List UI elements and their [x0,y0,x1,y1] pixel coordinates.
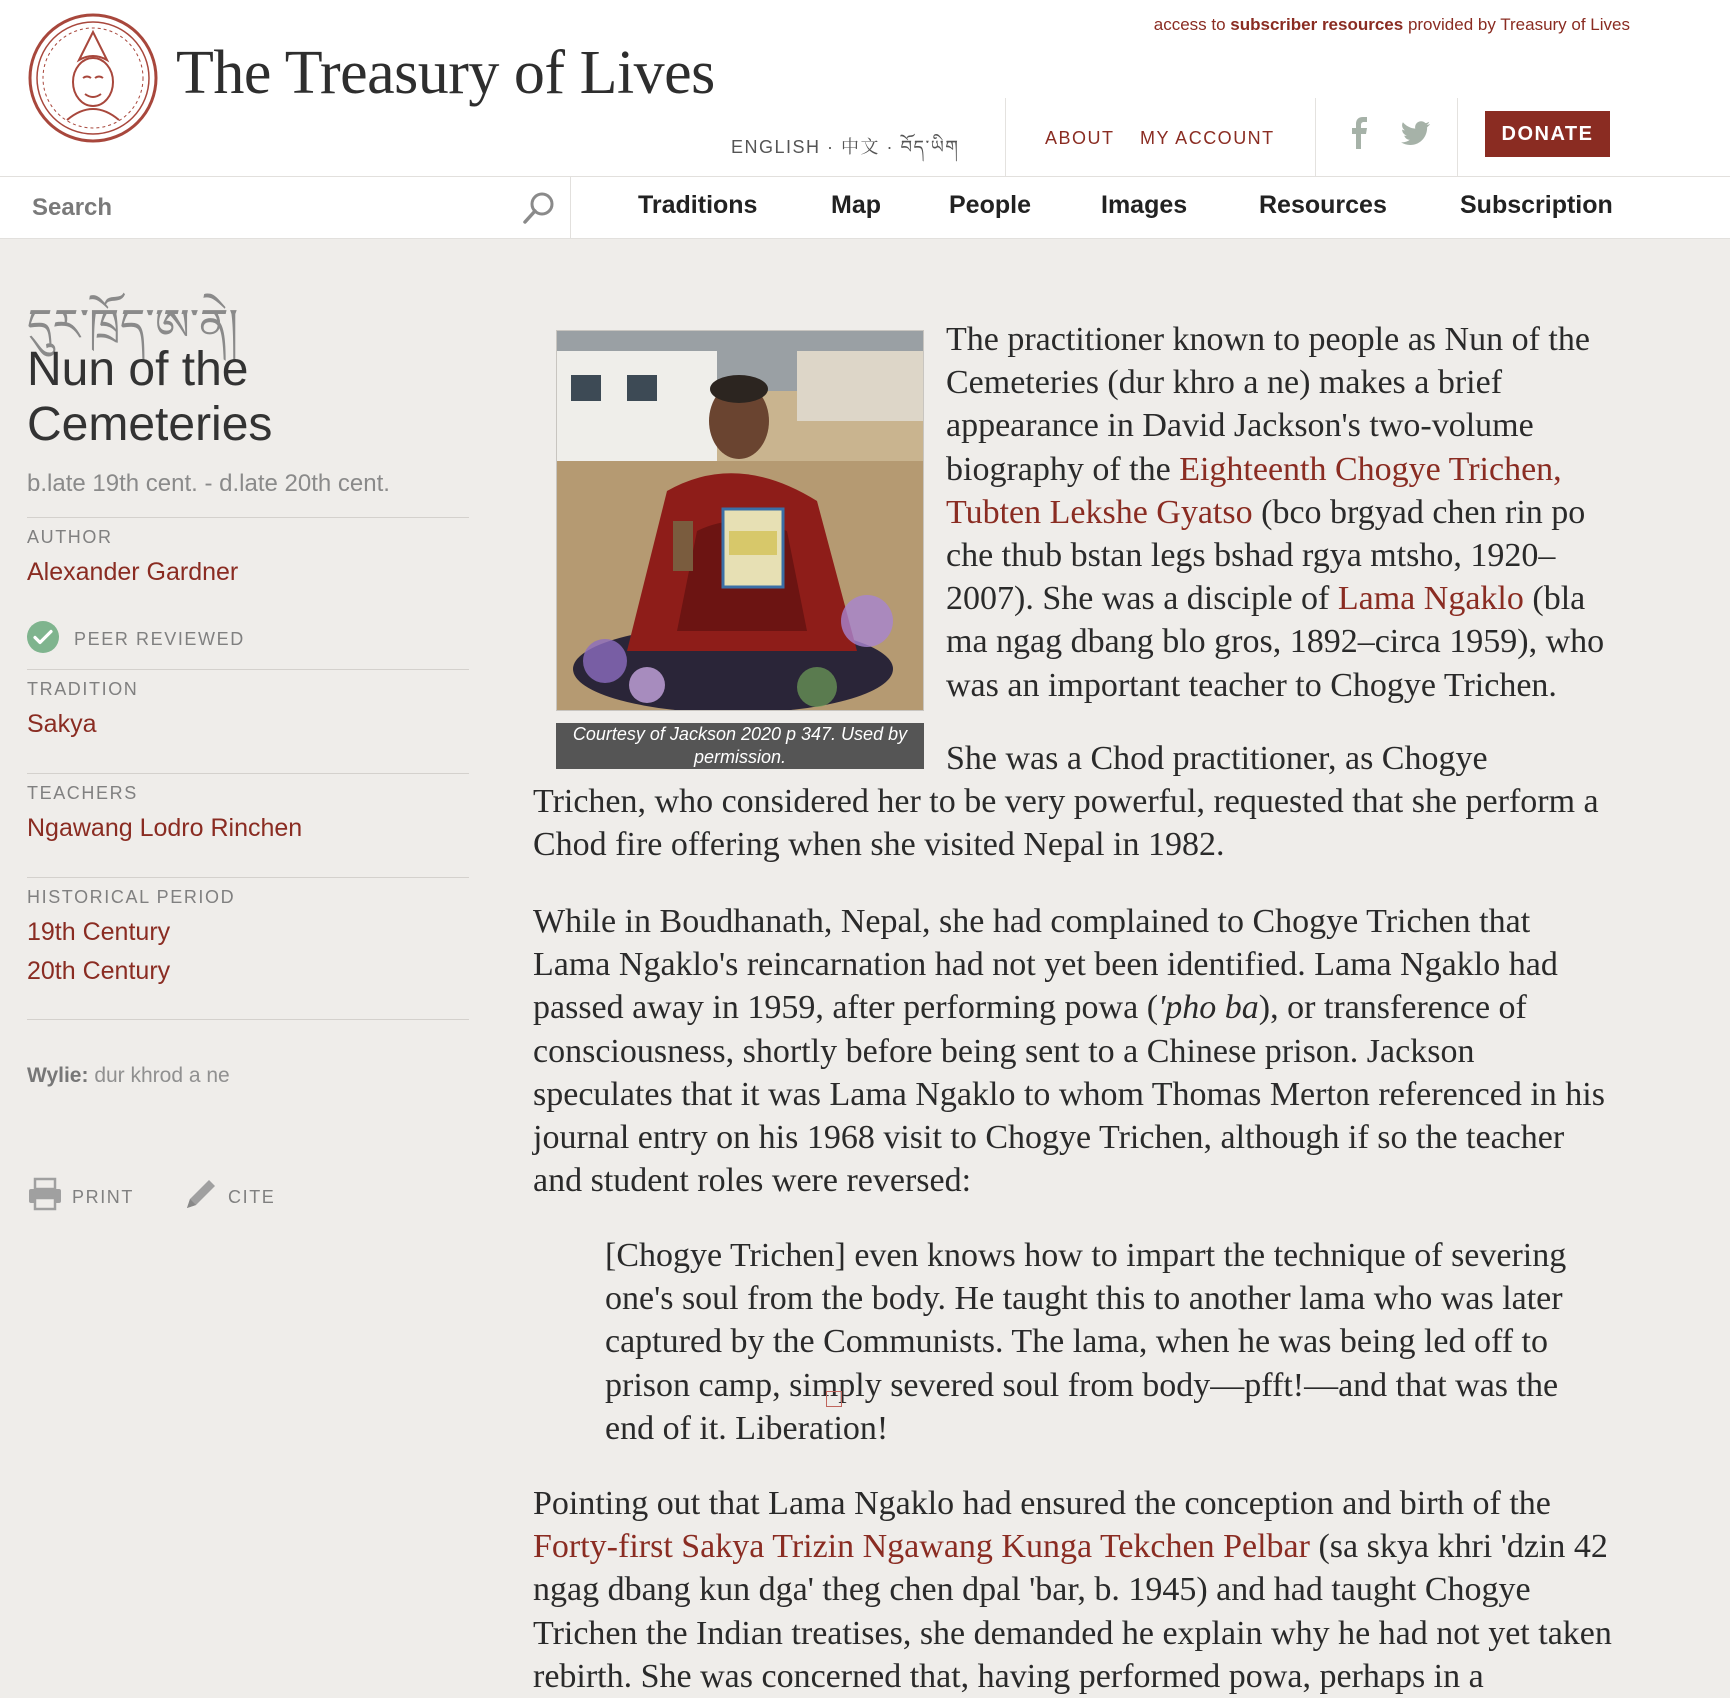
forty-first-sakya-trizin-link[interactable]: Forty-first Sakya Trizin Ngawang Kunga Tekchen Pelbar [533,1528,1310,1566]
nav-traditions[interactable]: Traditions [638,191,758,219]
site-header [0,0,1730,177]
divider [1315,98,1316,176]
donate-button[interactable]: DONATE [1485,111,1610,157]
period-link[interactable]: 20th Century [27,957,171,985]
paragraph: While in Boudhanath, Nepal, she had complained to Chogye Trichen that Lama Ngaklo's reincarnation had not yet been identified. Lama Ngaklo had passed away in 1959, after performing powa ('pho ba), or transference of consciousness, shortly before being sent to a Chinese prison. Jackson speculates that it was Lama Ngaklo to whom Thomas Merton referenced in his journal entry on his 1968 visit to Chogye Trichen, although if so the teacher and student roles were reversed: [533,903,1605,1200]
main-navigation [0,177,1730,239]
tradition-label: TRADITION [27,679,139,699]
historical-period-label: HISTORICAL PERIOD [27,887,236,907]
site-title[interactable]: The Treasury of Lives [176,39,715,107]
tibetan-name: དུར་ཁྲོད་ཨ་ནེ། [27,300,239,351]
author-label: AUTHOR [27,527,113,547]
paragraph: Trichen, who considered her to be very powerful, requested that she perform a Chod fire offering when she visited Nepal in 1982. [533,783,1599,864]
author-link[interactable]: Alexander Gardner [27,558,239,586]
search-box [0,177,571,238]
search-icon[interactable] [522,191,556,225]
wylie-transliteration: Wylie: dur khrod a ne [27,1064,230,1087]
paragraph: Pointing out that Lama Ngaklo had ensured the conception and birth of the Forty-first Sakya Trizin Ngawang Kunga Tekchen Pelbar (sa skya khri 'dzin 42 ngag dbang kun dga' theg chen dpal 'bar, b. 1945) and had taught Chogye Trichen the Indian treatises, she demanded he explain why he had not yet taken rebirth. She was concerned that, having performed powa, perhaps in a [533,1485,1612,1695]
nav-resources[interactable]: Resources [1259,191,1387,219]
tradition-link[interactable]: Sakya [27,710,97,738]
peer-reviewed-badge: PEER REVIEWED [74,629,245,649]
search-input[interactable] [30,189,504,227]
divider [27,773,469,774]
divider [27,517,469,518]
block-quote: [Chogye Trichen] even knows how to impart the technique of severing one's soul from the body. He taught this to another lama who was later captured by the Communists. The lama, when he was being led off to prison camp, simply severed soul from body—pfft!—and that was the end of it. Liberation! [605,1237,1567,1447]
period-link[interactable]: 19th Century [27,918,171,946]
cite-button[interactable]: CITE [228,1187,276,1207]
check-circle-icon [27,621,59,653]
subscriber-resources-link[interactable]: subscriber resources [1230,15,1404,34]
nav-people[interactable]: People [949,191,1031,219]
twitter-icon[interactable] [1398,116,1432,150]
my-account-link[interactable]: MY ACCOUNT [1140,128,1275,148]
nav-subscription[interactable]: Subscription [1460,191,1613,219]
divider [1005,98,1006,176]
subscriber-notice: access to subscriber resources provided by Treasury of Lives [1153,15,1630,34]
footnote-marker[interactable] [826,1391,842,1407]
divider [27,877,469,878]
print-icon[interactable] [27,1176,63,1212]
treasury-logo-seal[interactable] [27,12,159,144]
teachers-label: TEACHERS [27,783,138,803]
nav-map[interactable]: Map [831,191,881,219]
print-button[interactable]: PRINT [72,1187,134,1207]
language-switcher[interactable]: ENGLISH · 中文 · བོད་ཡིག [731,137,960,157]
photo-caption: Courtesy of Jackson 2020 p 347. Used by permission. [556,723,924,769]
teacher-link[interactable]: Ngawang Lodro Rinchen [27,814,303,842]
nav-images[interactable]: Images [1101,191,1188,219]
divider [1457,98,1458,176]
divider [27,1019,469,1020]
paragraph: The practitioner known to people as Nun of the Cemeteries (dur khro a ne) makes a brief appearance in David Jackson's two-volume biography of the Eighteenth Chogye Trichen, Tubten Lekshe Gyatso (bco brgyad chen rin po che thub bstan legs bshad rgya mtsho, 1920–2007). She was a disciple of Lama Ngaklo (bla ma ngag dbang blo gros, 1892–circa 1959), who was an important teacher to Chogye Trichen. [946,321,1605,704]
portrait-photo[interactable] [556,330,924,711]
life-dates: b.late 19th cent. - d.late 20th cent. [27,470,390,497]
pencil-icon[interactable] [183,1176,219,1212]
eighteenth-chogye-trichen-link[interactable]: Eighteenth Chogye Trichen, Tubten Lekshe Gyatso [946,450,1562,531]
paragraph-line: She was a Chod practitioner, as Chogye [946,740,1488,777]
divider [27,669,469,670]
facebook-icon[interactable] [1342,116,1376,150]
about-link[interactable]: ABOUT [1045,128,1115,148]
lama-ngaklo-link[interactable]: Lama Ngaklo [1337,580,1524,618]
page-title: Nun of the Cemeteries [27,343,273,451]
